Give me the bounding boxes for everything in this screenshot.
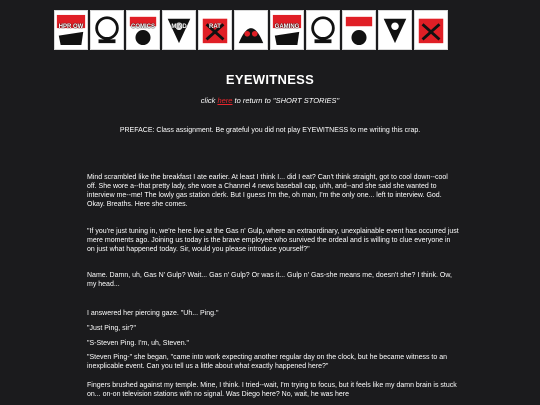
faces-tile-icon[interactable]: [378, 10, 412, 50]
header-icon-row: [54, 10, 448, 50]
tile-label: GAMING: [274, 24, 300, 30]
rat-tile-icon[interactable]: [198, 10, 232, 50]
tile-label: RAT: [209, 24, 221, 30]
story-paragraph: Name. Damn, uh, Gas N' Gulp? Wait... Gas n' Gulp? Or was it... Gulp n' Gas-she means me, doesn't she? I think. Ow, my head...: [87, 272, 452, 288]
story-paragraph: "S-Steven Ping. I'm, uh, Steven.": [87, 340, 190, 347]
creature-tile-icon[interactable]: [306, 10, 340, 50]
preface-text: PREFACE: Class assignment. Be grateful you did not play EYEWITNESS to me writing this crap.: [119, 127, 421, 134]
return-link[interactable]: here: [217, 96, 233, 105]
return-nav-line: [0, 96, 540, 105]
story-paragraph: Fingers brushed against my temple. Mine, I think. I tried--wait, I'm trying to focus, but it feels like my damn brain is stuck on... on-on television stations with no signal. Was Diego here? No, wait, he was here: [87, 382, 457, 398]
tile-label: COMICS: [131, 24, 155, 30]
story-paragraph: "Steven Ping-" she began, "came into work expecting another regular day on the clock, but he became witness to an inexplicable event. Can you tell us a little about what exactly happened here?": [87, 354, 447, 370]
mind-tile-icon[interactable]: [162, 10, 196, 50]
story-paragraph: "Just Ping, sir?": [87, 325, 136, 332]
gaming-tile-icon[interactable]: [270, 10, 304, 50]
doodle-tile-icon[interactable]: [90, 10, 124, 50]
hpr-tile-icon[interactable]: [54, 10, 88, 50]
tile-label: HPR OW: [58, 24, 84, 30]
comics-tile-icon[interactable]: [126, 10, 160, 50]
nav-suffix: to return to "SHORT STORIES": [232, 96, 340, 105]
story-paragraph: "If you're just tuning in, we're here live at the Gas n' Gulp, where an extraordinary, unexplainable event has occurred just mere moments ago. Joining us today is the brave employee who survived the ordeal and is willing to clue everyone in on just what happened today. Sir, would you please introduce yourself?": [87, 228, 459, 253]
comic-page-tile-icon[interactable]: [234, 10, 268, 50]
page-title: EYEWITNESS: [225, 72, 315, 87]
story-paragraph: Mind scrambled like the breakfast I ate earlier. At least I think I... did I eat? Can't think straight, got to cool down--cool off. She wore a--that pretty lady, she wore a Channel 4 news baseball cap, uhh, and--and she said she wanted to interview me--me! The lowly gas station clerk. But I guess I'm the, oh man, I'm the only one... left to interview. God. Okay. Breaths. Here she comes.: [87, 174, 448, 208]
character-tile-icon[interactable]: [414, 10, 448, 50]
tile-label: MIND: [171, 24, 187, 30]
story-paragraph: I answered her piercing gaze. "Uh... Ping.": [87, 310, 219, 317]
skull-tile-icon[interactable]: [342, 10, 376, 50]
nav-prefix: click: [200, 96, 218, 105]
